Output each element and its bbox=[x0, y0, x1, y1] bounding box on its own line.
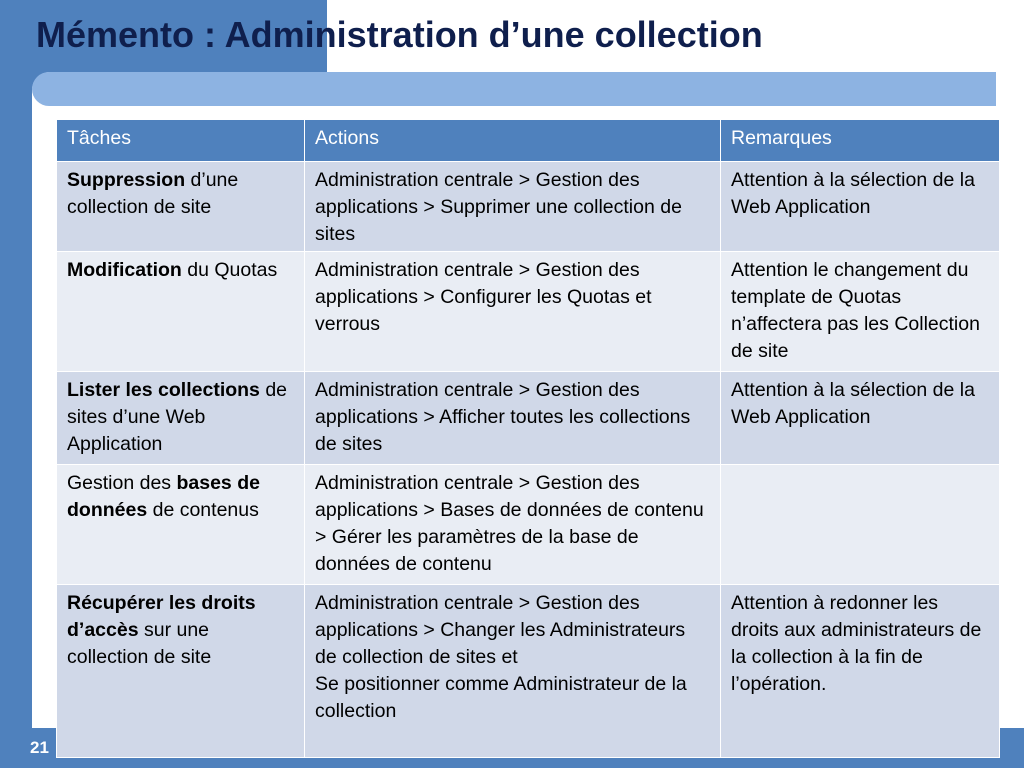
table-row bbox=[57, 585, 1000, 758]
page-number: 21 bbox=[30, 738, 49, 757]
task-bold: Suppression bbox=[67, 169, 186, 191]
table-row bbox=[57, 372, 1000, 465]
table-row bbox=[57, 465, 1000, 585]
task-cell bbox=[57, 162, 305, 252]
remark-cell: Attention à redonner les droits aux administrateurs de la collection à la fin de l’opération. bbox=[721, 585, 1000, 758]
task-text: du Quotas bbox=[181, 259, 278, 281]
task-cell bbox=[57, 372, 305, 465]
table-header-row bbox=[57, 120, 1000, 162]
action-cell: Administration centrale > Gestion des applications > Afficher toutes les collections de sites bbox=[305, 372, 721, 465]
action-cell: Administration centrale > Gestion des applications > Configurer les Quotas et verrous bbox=[305, 252, 721, 372]
task-bold: Lister les collections bbox=[67, 379, 260, 401]
action-line-2: Se positionner comme Administrateur de la collection bbox=[315, 673, 687, 722]
light-blue-banner bbox=[32, 72, 996, 106]
header-remarques: Remarques bbox=[721, 120, 1000, 162]
task-bold: Modification bbox=[67, 259, 182, 281]
action-cell: Administration centrale > Gestion des applications > Bases de données de contenu > Gérer les paramètres de la base de données de contenu bbox=[305, 465, 721, 585]
action-cell: Administration centrale > Gestion des applications > Supprimer une collection de sites bbox=[305, 162, 721, 252]
remark-cell: Attention à la sélection de la Web Application bbox=[721, 162, 1000, 252]
memo-table bbox=[56, 119, 1000, 758]
task-text: d’une collection de site bbox=[67, 169, 239, 218]
remark-cell: Attention le changement du template de Quotas n’affectera pas les Collection de site bbox=[721, 252, 1000, 372]
task-cell bbox=[57, 252, 305, 372]
task-text: de contenus bbox=[147, 499, 259, 521]
remark-cell bbox=[721, 465, 1000, 585]
task-text: sur une collection de site bbox=[67, 619, 212, 668]
remark-cell: Attention à la sélection de la Web Application bbox=[721, 372, 1000, 465]
task-cell bbox=[57, 465, 305, 585]
header-actions: Actions bbox=[305, 120, 721, 162]
task-text: de sites d’une Web Application bbox=[67, 379, 288, 455]
table-row bbox=[57, 162, 1000, 252]
table-row bbox=[57, 252, 1000, 372]
header-taches: Tâches bbox=[57, 120, 305, 162]
slide-title: Mémento : Administration d’une collection bbox=[36, 14, 763, 55]
task-cell bbox=[57, 585, 305, 758]
task-text-pre: Gestion des bbox=[67, 472, 177, 494]
action-line: Administration centrale > Gestion des applications > Changer les Administrateurs de collection de sites et bbox=[315, 592, 686, 668]
action-cell bbox=[305, 585, 721, 758]
task-bold: Récupérer les droits d’accès bbox=[67, 592, 256, 641]
task-bold: bases de données bbox=[67, 472, 260, 521]
